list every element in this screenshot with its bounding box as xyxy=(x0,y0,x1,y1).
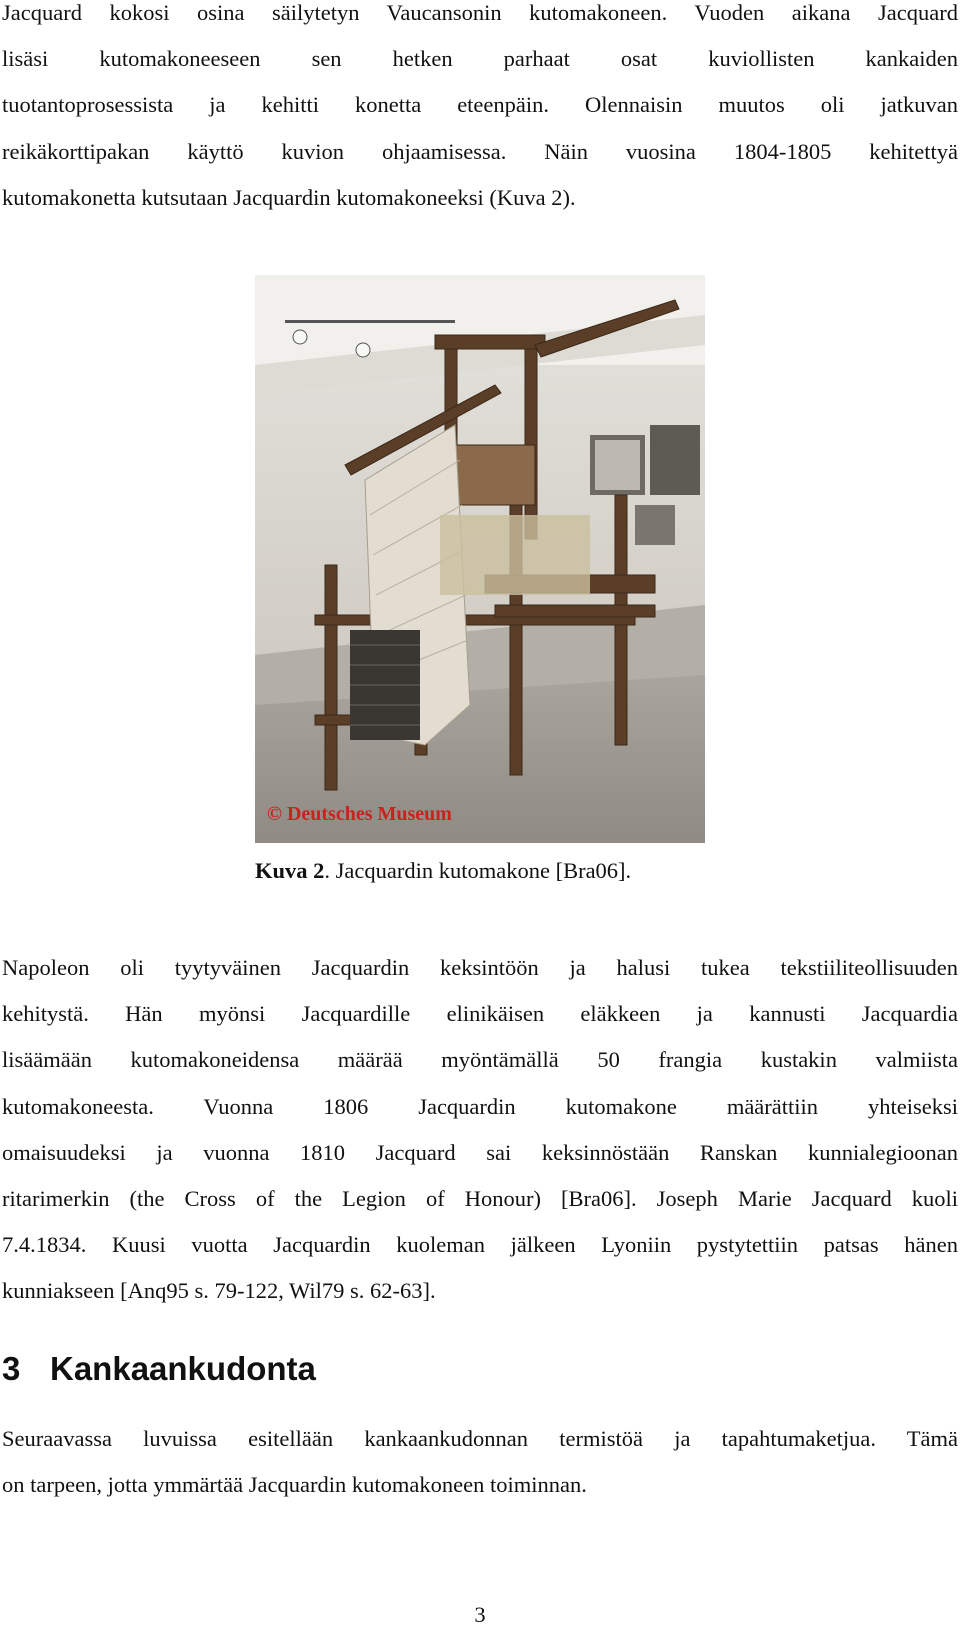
caption-label: Kuva 2 xyxy=(255,858,325,883)
text-line: Napoleon oli tyytyväinen Jacquardin keksintöön ja halusi tukea tekstiiliteollisuuden xyxy=(2,955,958,980)
text-line: lisäsi kutomakoneeseen sen hetken parhaat osat kuviollisten kankaiden xyxy=(2,46,958,72)
text-line: ritarimerkin (the Cross of the Legion of Honour) [Bra06]. Joseph Marie Jacquard kuoli xyxy=(2,1185,958,1211)
text-line: reikäkorttipakan käyttö kuvion ohjaamisessa. Näin vuosina 1804-1805 kehitettyä xyxy=(2,138,958,164)
paragraph-napoleon xyxy=(2,945,958,1315)
text-line: kunniakseen [Anq95 s. 79-122, Wil79 s. 62-63]. xyxy=(2,1278,436,1304)
text-line: tuotantoprosessista ja kehitti konetta eteenpäin. Olennaisin muutos oli jatkuvan xyxy=(2,92,958,118)
text-line: on tarpeen, jotta ymmärtää Jacquardin kutomakoneen toiminnan. xyxy=(2,1472,587,1498)
figure-caption xyxy=(255,858,631,884)
text-line: kutomakoneesta. Vuonna 1806 Jacquardin kutomakone määrättiin yhteiseksi xyxy=(2,1093,958,1119)
text-line: Jacquard kokosi osina säilytetyn Vaucansonin kutomakoneen. Vuoden aikana Jacquard xyxy=(2,0,958,25)
page-number: 3 xyxy=(474,1602,486,1627)
section-heading xyxy=(2,1350,316,1388)
section-number: 3 xyxy=(2,1350,21,1387)
jacquard-loom-image xyxy=(255,275,705,843)
text-line: kehitystä. Hän myönsi Jacquardille elinikäisen eläkkeen ja kannusti Jacquardia xyxy=(2,1001,958,1027)
text-line: 7.4.1834. Kuusi vuotta Jacquardin kuoleman jälkeen Lyoniin pystytettiin patsas hänen xyxy=(2,1232,958,1258)
loom-photo xyxy=(255,275,705,843)
text-line: lisäämään kutomakoneidensa määrää myöntämällä 50 frangia kustakin valmiista xyxy=(2,1047,958,1073)
paragraph-section-intro xyxy=(2,1416,958,1508)
section-title: Kankaankudonta xyxy=(50,1350,316,1387)
text-line: kutomakonetta kutsutaan Jacquardin kutomakoneeksi (Kuva 2). xyxy=(2,184,576,210)
text-line: omaisuudeksi ja vuonna 1810 Jacquard sai keksinnöstään Ranskan kunnialegioonan xyxy=(2,1139,958,1165)
photo-watermark: © Deutsches Museum xyxy=(267,803,452,825)
paragraph-intro xyxy=(2,0,958,221)
text-line: Seuraavassa luvuissa esitellään kankaankudonnan termistöä ja tapahtumaketjua. Tämä xyxy=(2,1426,958,1451)
caption-text: . Jacquardin kutomakone [Bra06]. xyxy=(324,858,632,883)
